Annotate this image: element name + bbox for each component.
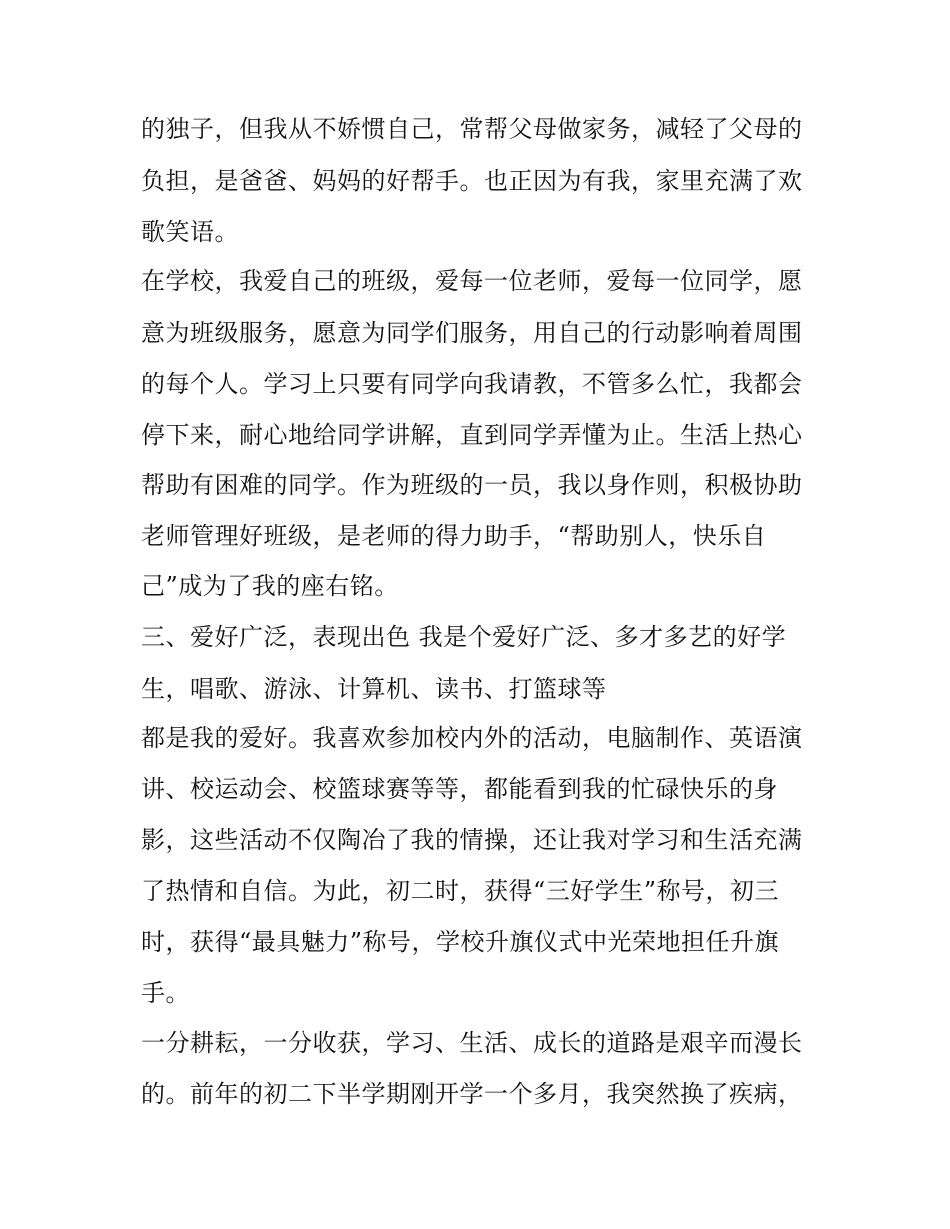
text-line: 的独子，但我从不娇惯自己，常帮父母做家务，减轻了父母的 (141, 115, 803, 143)
text-line: 己”成为了我的座右铭。 (141, 572, 399, 600)
text-line: 了热情和自信。为此，初二时，获得“三好学生”称号，初三 (141, 877, 780, 905)
text-line: 老师管理好班级，是老师的得力助手，“帮助别人，快乐自 (141, 522, 767, 550)
text-line: 停下来，耐心地给同学讲解，直到同学弄懂为止。生活上热心 (141, 421, 803, 449)
text-line: 讲、校运动会、校篮球赛等等，都能看到我的忙碌快乐的身 (141, 775, 778, 803)
text-line: 的。前年的初二下半学期刚开学一个多月，我突然换了疾病， (141, 1080, 803, 1108)
text-line: 都是我的爱好。我喜欢参加校内外的活动，电脑制作、英语演 (141, 724, 803, 752)
text-line: 一分耕耘，一分收获，学习、生活、成长的道路是艰辛而漫长 (141, 1029, 803, 1057)
text-line: 手。 (141, 979, 190, 1007)
text-line: 时，获得“最具魅力”称号，学校升旗仪式中光荣地担任升旗 (141, 928, 780, 956)
text-line: 歌笑语。 (141, 218, 239, 246)
text-line: 影，这些活动不仅陶冶了我的情操，还让我对学习和生活充满 (141, 826, 803, 854)
text-line: 负担，是爸爸、妈妈的好帮手。也正因为有我，家里充满了欢 (141, 167, 803, 195)
text-line: 帮助有困难的同学。作为班级的一员，我以身作则，积极协助 (141, 471, 803, 499)
text-line: 在学校，我爱自己的班级，爱每一位老师，爱每一位同学，愿 (141, 267, 803, 295)
text-line: 生，唱歌、游泳、计算机、读书、打篮球等 (141, 675, 607, 703)
text-line: 意为班级服务，愿意为同学们服务，用自己的行动影响着周围 (141, 319, 803, 347)
text-line: 的每个人。学习上只要有同学向我请教，不管多么忙，我都会 (141, 370, 803, 398)
text-line: 三、爱好广泛，表现出色 我是个爱好广泛、多才多艺的好学 (141, 623, 787, 651)
